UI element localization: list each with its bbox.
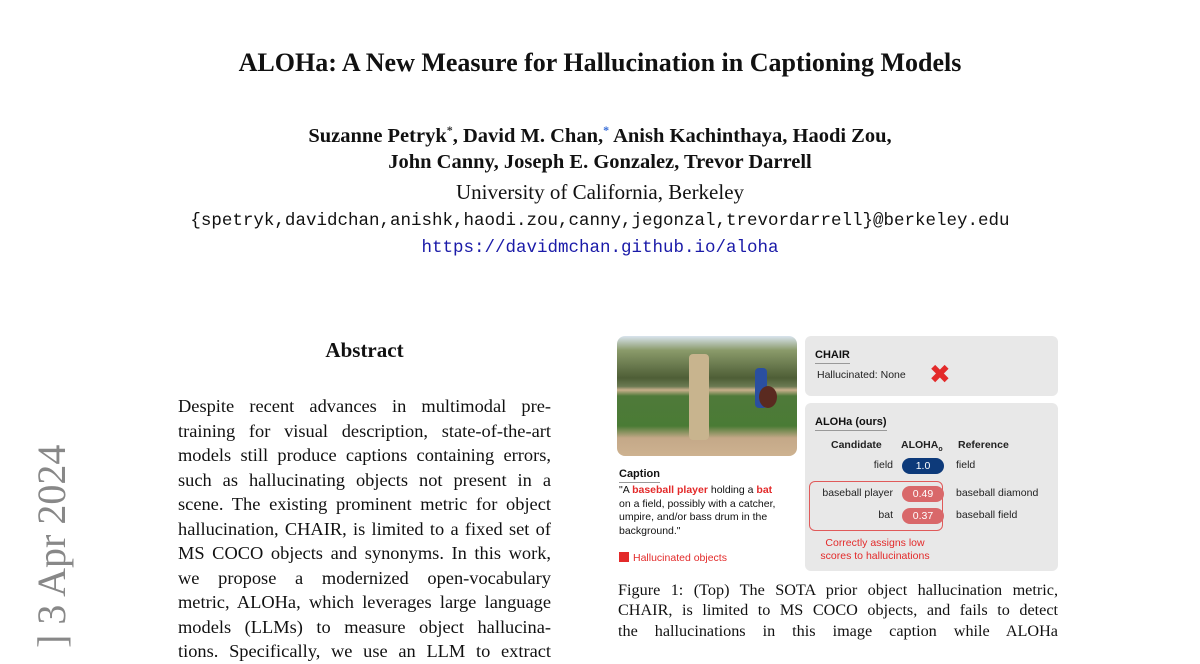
score-pill: 1.0 bbox=[902, 458, 944, 474]
x-mark-icon: ✖ bbox=[929, 360, 951, 390]
abstract-line: such as hallucinating objects not present in a bbox=[178, 469, 551, 490]
person-figure bbox=[689, 354, 709, 440]
col-candidate: Candidate bbox=[831, 439, 882, 451]
paper-title: ALOHa: A New Measure for Hallucination in Captioning Models bbox=[238, 48, 962, 77]
chair-panel bbox=[805, 336, 1058, 396]
reference-label: baseball field bbox=[956, 509, 1018, 521]
score-pill: 0.49 bbox=[902, 486, 944, 502]
abstract-body bbox=[178, 394, 551, 664]
col-score: $ALOHA_o$ bbox=[901, 439, 943, 454]
authors: Anish Kachinthaya, Haodi Zou, bbox=[609, 124, 892, 147]
col-reference: Reference bbox=[958, 439, 1009, 451]
abstract-line: training for visual description, state-of-the-art bbox=[178, 420, 551, 441]
abstract-line: we propose a modernized open-vocabulary bbox=[178, 567, 551, 588]
figure-caption-line: Figure 1: (Top) The SOTA prior object hallucination metric, bbox=[618, 581, 1058, 599]
reference-label: field bbox=[956, 459, 976, 471]
figure-caption-line: the hallucinations in this image caption while ALOHa bbox=[618, 621, 1058, 640]
figure-caption bbox=[618, 580, 1058, 641]
abstract-line: models still produce captions containing errors, bbox=[178, 445, 551, 465]
abstract-line: hallucination, CHAIR, is limited to a fixed set of bbox=[178, 518, 551, 539]
abstract-line: MS COCO objects and synonyms. In this work, bbox=[178, 543, 551, 563]
author: Suzanne Petryk bbox=[308, 124, 447, 147]
aloha-panel bbox=[805, 403, 1058, 571]
author-emails: {spetryk,davidchan,anishk,haodi.zou,canny,jegonzal,trevordarrell}@berkeley.edu bbox=[190, 211, 1010, 231]
figure-caption-line: CHAIR, is limited to MS COCO objects, and fails to detect bbox=[618, 601, 1058, 620]
abstract-line: tions. Specifically, we use an LLM to extract bbox=[178, 641, 551, 661]
candidate-label: bat bbox=[878, 509, 893, 521]
abstract-heading: Abstract bbox=[325, 338, 404, 362]
figure-1 bbox=[617, 336, 1059, 572]
aloha-note: Correctly assigns low scores to hallucinations bbox=[820, 537, 930, 562]
author: , David M. Chan, bbox=[452, 124, 604, 147]
authors-line-1 bbox=[0, 123, 1200, 148]
baseball-field-photo bbox=[617, 336, 797, 456]
bass-drum bbox=[759, 386, 777, 408]
caption-heading: Caption bbox=[619, 464, 660, 483]
abstract-line: models (LLMs) to measure object hallucina- bbox=[178, 616, 551, 637]
abstract-line: metric, ALOHa, which leverages large language bbox=[178, 592, 551, 612]
legend-swatch bbox=[619, 552, 629, 562]
authors-line-2: John Canny, Joseph E. Gonzalez, Trevor Darrell bbox=[388, 151, 812, 173]
affiliation: University of California, Berkeley bbox=[455, 180, 745, 204]
abstract-line: scene. The existing prominent metric for object bbox=[178, 494, 551, 514]
candidate-label: baseball player bbox=[822, 487, 893, 499]
equal-contribution-mark: * bbox=[446, 123, 453, 137]
caption-text: "A baseball player holding a bat on a field, possibly with a catcher, umpire, and/or bass drum in the background." bbox=[619, 484, 776, 537]
arxiv-stamp: ] 3 Apr 2024 bbox=[29, 444, 74, 648]
score-pill: 0.37 bbox=[902, 508, 944, 524]
equal-contribution-mark: * bbox=[603, 123, 610, 137]
reference-label: baseball diamond bbox=[956, 487, 1039, 499]
abstract-line: Despite recent advances in multimodal pre- bbox=[178, 396, 551, 416]
aloha-heading: ALOHa (ours) bbox=[815, 412, 887, 431]
chair-heading: CHAIR bbox=[815, 345, 850, 364]
chair-result: Hallucinated: None bbox=[817, 369, 906, 381]
candidate-label: field bbox=[873, 459, 893, 471]
legend-hallucinated: Hallucinated objects bbox=[619, 552, 727, 564]
project-link[interactable]: https://davidmchan.github.io/aloha bbox=[421, 238, 779, 258]
